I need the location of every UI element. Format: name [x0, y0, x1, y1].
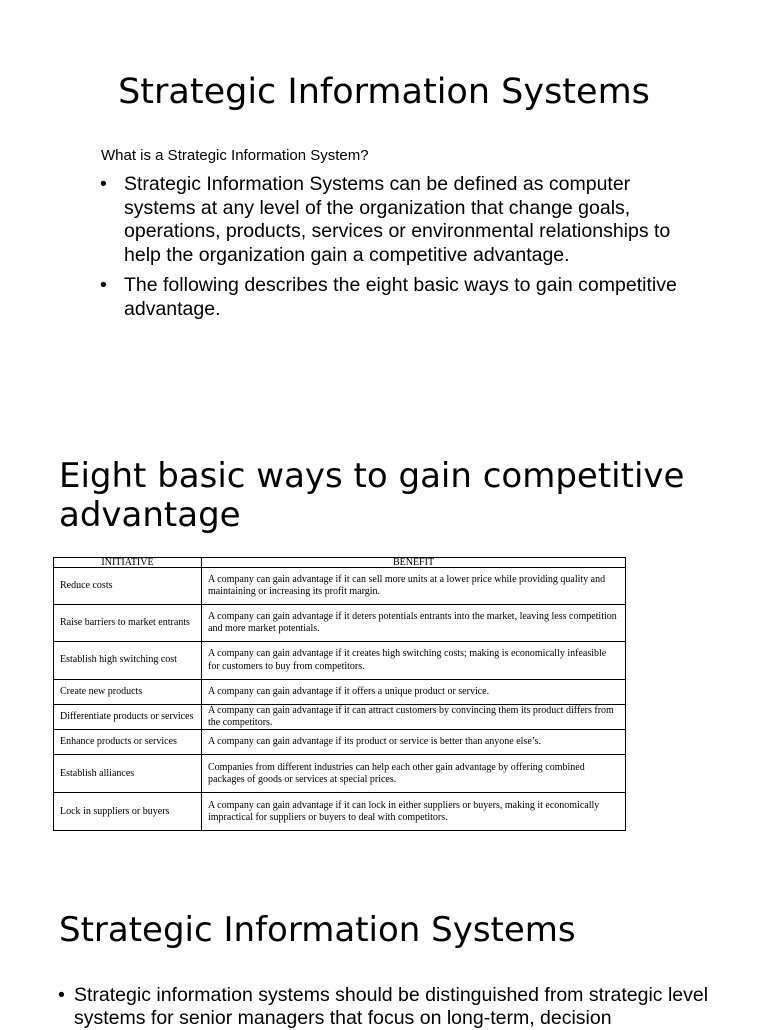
initiative-cell: Establish alliances — [54, 755, 202, 793]
initiative-cell: Raise barriers to market entrants — [54, 605, 202, 642]
table-row — [54, 793, 626, 831]
benefit-cell: A company can gain advantage if it creates high switching costs; making is economically infeasible for customers to buy from competitors. — [202, 642, 626, 680]
benefit-cell: A company can gain advantage if it can lock in either suppliers or buyers, making it economically impractical for suppliers or buyers to deal with competitors. — [202, 793, 626, 831]
table-row — [54, 605, 626, 642]
benefit-cell: A company can gain advantage if it can attract customers by convincing them its product differs from the competitors. — [202, 705, 626, 730]
benefit-cell: Companies from different industries can help each other gain advantage by offering combined packages of goods or services at special prices. — [202, 755, 626, 793]
table-row — [54, 642, 626, 680]
table-header-row — [54, 558, 626, 568]
slide-title: Strategic Information Systems — [118, 72, 650, 112]
column-header-initiative: INITIATIVE — [54, 558, 202, 568]
bullet-item — [58, 984, 718, 1030]
slide-question: What is a Strategic Information System? — [101, 147, 369, 164]
bullet-icon: • — [58, 984, 65, 1006]
initiative-cell: Lock in suppliers or buyers — [54, 793, 202, 831]
bullet-list — [58, 984, 718, 1030]
benefit-cell: A company can gain advantage if its product or service is better than anyone else’s. — [202, 730, 626, 755]
column-header-benefit: BENEFIT — [202, 558, 626, 568]
bullet-item — [100, 173, 680, 267]
bullet-text: Strategic information systems should be distinguished from strategic level systems for senior managers that focus on long-term, decision — [74, 984, 709, 1029]
initiative-cell: Reduce costs — [54, 568, 202, 605]
bullet-text: Strategic Information Systems can be defined as computer systems at any level of the organization that change goals, operations, products, services or environmental relationships to help the organization gain a competitive advantage. — [124, 173, 671, 266]
bullet-icon: • — [100, 274, 107, 296]
initiative-cell: Enhance products or services — [54, 730, 202, 755]
slide-title: Strategic Information Systems — [59, 910, 576, 950]
bullet-list — [100, 173, 680, 328]
competitive-advantage-table — [53, 557, 626, 831]
initiative-cell: Establish high switching cost — [54, 642, 202, 680]
table-row — [54, 568, 626, 605]
table-row — [54, 730, 626, 755]
bullet-text: The following describes the eight basic ways to gain competitive advantage. — [124, 274, 677, 320]
initiative-cell: Create new products — [54, 680, 202, 705]
table-row — [54, 705, 626, 730]
benefit-cell: A company can gain advantage if it deters potentials entrants into the market, leaving less competition and more market potentials. — [202, 605, 626, 642]
table-row — [54, 755, 626, 793]
table-row — [54, 680, 626, 705]
benefit-cell: A company can gain advantage if it offers a unique product or service. — [202, 680, 626, 705]
initiative-cell: Differentiate products or services — [54, 705, 202, 730]
bullet-icon: • — [100, 173, 107, 195]
slide-title: Eight basic ways to gain competitive advantage — [59, 456, 685, 535]
benefit-cell: A company can gain advantage if it can sell more units at a lower price while providing quality and maintaining or increasing its profit margin. — [202, 568, 626, 605]
bullet-item — [100, 274, 680, 321]
